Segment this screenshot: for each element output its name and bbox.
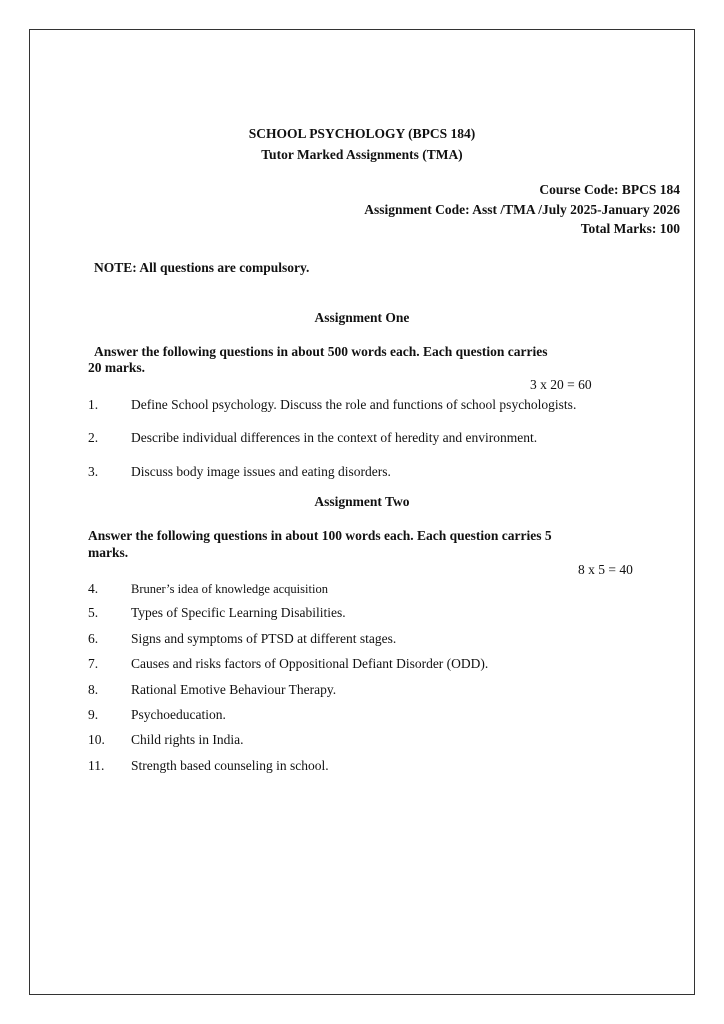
question-number: 10. (88, 732, 105, 747)
assignment-code: Assignment Code: Asst /TMA /July 2025-January 2026 (364, 202, 680, 217)
question-number: 6. (88, 631, 99, 646)
question-number: 11. (88, 758, 105, 773)
question-number: 4. (88, 581, 99, 596)
question-number: 8. (88, 682, 99, 697)
question-text: Signs and symptoms of PTSD at different stages. (131, 631, 397, 646)
question-text: Bruner’s idea of knowledge acquisition (131, 582, 328, 596)
document-subtitle: Tutor Marked Assignments (TMA) (261, 147, 463, 162)
page-border (29, 29, 695, 995)
question-text: Psychoeducation. (131, 707, 226, 722)
assignment-two-instruction: Answer the following questions in about 100 words each. Each question carries 5 (88, 528, 552, 543)
question-text: Types of Specific Learning Disabilities. (131, 605, 346, 620)
document-title: SCHOOL PSYCHOLOGY (BPCS 184) (248, 126, 476, 141)
question-text: Rational Emotive Behaviour Therapy. (131, 682, 337, 697)
question-number: 7. (88, 656, 99, 671)
assignment-one-instruction-cont: 20 marks. (88, 360, 145, 375)
question-text: Causes and risks factors of Oppositional Defiant Disorder (ODD). (131, 656, 489, 671)
question-text: Child rights in India. (131, 732, 244, 747)
assignment-one-heading: Assignment One (314, 310, 410, 325)
question-number: 9. (88, 707, 99, 722)
question-number: 5. (88, 605, 99, 620)
question-text: Define School psychology. Discuss the role and functions of school psychologists. (131, 397, 577, 412)
total-marks: Total Marks: 100 (580, 221, 680, 236)
question-text: Describe individual differences in the context of heredity and environment. (131, 430, 538, 445)
question-text: Strength based counseling in school. (131, 758, 329, 773)
course-code: Course Code: BPCS 184 (539, 182, 680, 197)
question-number: 2. (88, 430, 99, 445)
assignment-one-instruction: Answer the following questions in about 500 words each. Each question carries (94, 344, 548, 359)
assignment-two-marks: 8 x 5 = 40 (578, 562, 633, 577)
question-number: 3. (88, 464, 99, 479)
note: NOTE: All questions are compulsory. (94, 260, 310, 275)
assignment-two-instruction-cont: marks. (88, 545, 129, 560)
question-number: 1. (88, 397, 99, 412)
assignment-one-marks: 3 x 20 = 60 (530, 377, 592, 392)
question-text: Discuss body image issues and eating disorders. (131, 464, 391, 479)
assignment-two-heading: Assignment Two (314, 494, 410, 509)
